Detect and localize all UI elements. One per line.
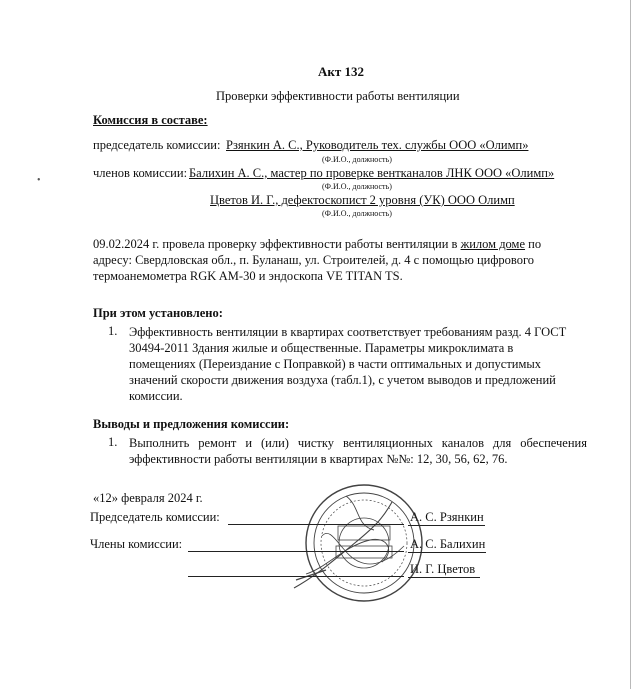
- sig-member2-name: И. Г. Цветов: [410, 562, 476, 576]
- member1-caption: (Ф.И.О., должность): [322, 182, 392, 191]
- findings-header: При этом установлено:: [93, 306, 223, 320]
- sig-member1-name: А. С. Балихин: [410, 537, 486, 551]
- finding1-number: 1.: [108, 324, 118, 338]
- margin-mark: •: [37, 175, 41, 186]
- sign-date: «12» февраля 2024 г.: [93, 491, 203, 505]
- intro-part1: 09.02.2024 г. провела проверку эффективности работы вентиляции в: [93, 237, 461, 251]
- sig-members-label: Члены комиссии:: [90, 537, 183, 551]
- chair-label: председатель комиссии:: [93, 138, 221, 152]
- member1-value: Балихин А. С., мастер по проверке вентканалов ЛНК ООО «Олимп»: [189, 166, 555, 180]
- conclusion1-text: Выполнить ремонт и (или) чистку вентиляционных каналов для обеспечения эффективности работы вентиляции в квартирах №№: 12, 30, 56, 62, 76.: [129, 436, 587, 466]
- intro-link: жилом доме: [460, 237, 526, 251]
- stamp-seal: [286, 476, 436, 606]
- conclusions-header: Выводы и предложения комиссии:: [93, 417, 290, 431]
- member2-value: Цветов И. Г., дефектоскопист 2 уровня (УК) ООО Олимп: [210, 193, 515, 207]
- member2-caption: (Ф.И.О., должность): [322, 209, 392, 218]
- chair-value: Рзянкин А. С., Руководитель тех. службы ООО «Олимп»: [226, 138, 529, 152]
- intro-paragraph: [93, 236, 563, 284]
- finding1-text: Эффективность вентиляции в квартирах соответствует требованиям разд. 4 ГОСТ 30494-2011 Здания жилые и общественные. Параметры микроклимата в помещениях (Переиздание с Поправкой) в части оптимальных и допустимых значений скорости движения воздуха (табл.1), с учетом выводов и предложений комиссии.: [129, 325, 567, 403]
- intro-part2: по адресу: Свердловская обл., п. Буланаш, ул. Строителей, д. 4 с помощью цифрового термоанемометра RGK AM-30 и эндоскопа VE TITAN TS.: [93, 237, 542, 283]
- act-subtitle: Проверки эффективности работы вентиляции: [216, 89, 460, 103]
- sig-chair-name: А. С. Рзянкин: [410, 510, 484, 524]
- sig-chair-label: Председатель комиссии:: [90, 510, 220, 524]
- commission-header: Комиссия в составе:: [93, 113, 208, 127]
- act-title: Акт 132: [318, 64, 365, 79]
- chair-caption: (Ф.И.О., должность): [322, 155, 392, 164]
- conclusion1-number: 1.: [108, 435, 118, 449]
- members-label: членов комиссии:: [93, 166, 188, 180]
- page-edge: [630, 0, 631, 689]
